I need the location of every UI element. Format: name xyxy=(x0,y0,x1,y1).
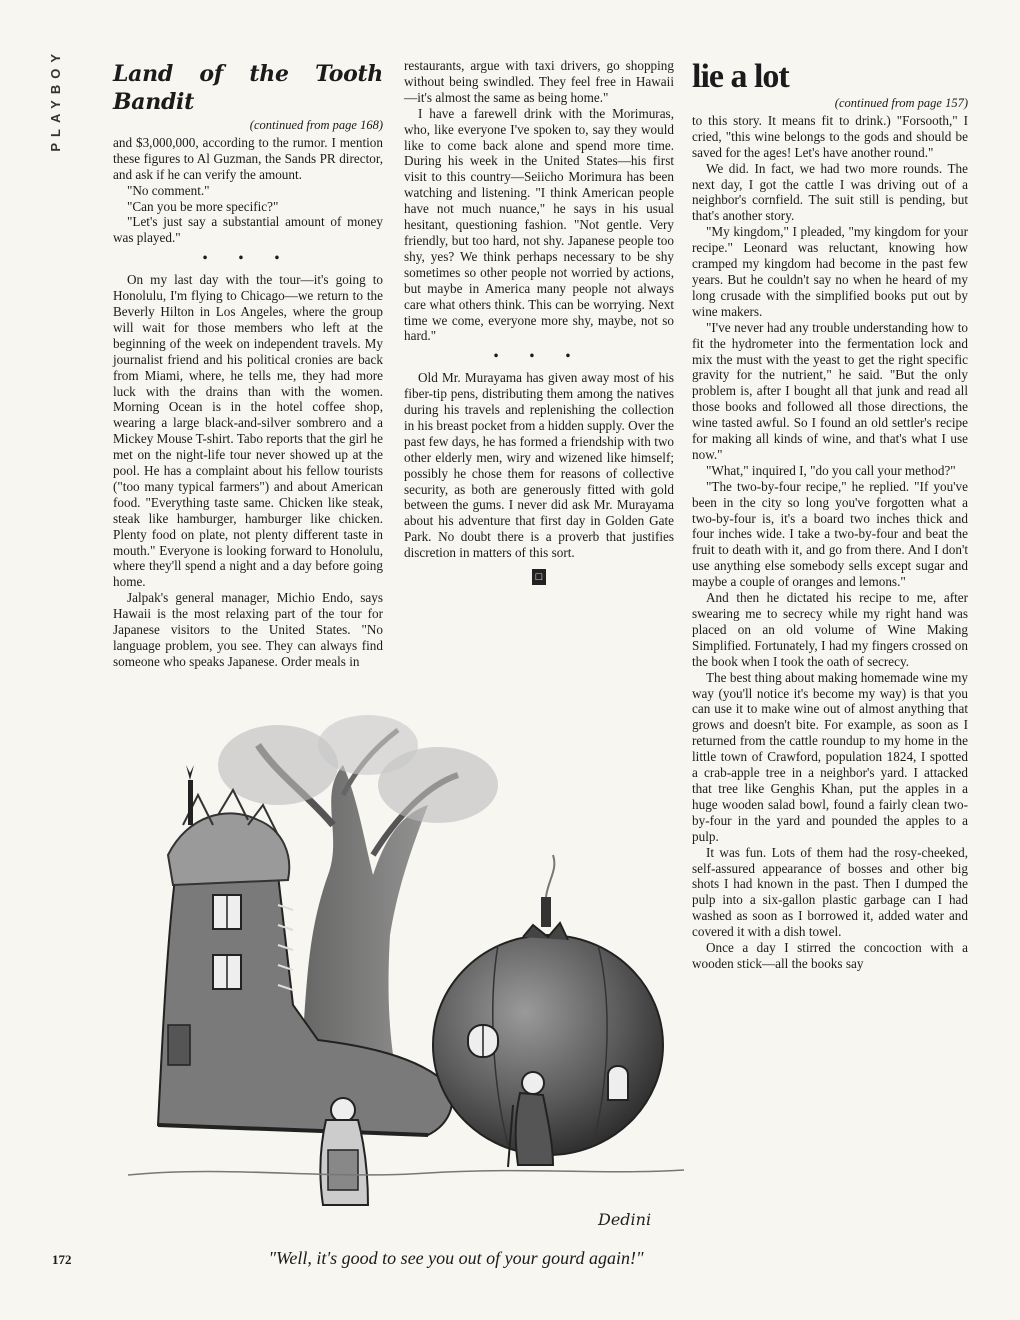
cartoon-signature: Dedini xyxy=(598,1210,652,1229)
paragraph: It was fun. Lots of them had the rosy-cheeked, self-assured appearance of bosses and other big shots I had known in the past. Then I dumped the pulp into a six-gallon plastic garbage can I had washed as soon as I borrowed it, added water and covered it with a dish towel. xyxy=(692,844,968,940)
continued-note-1: (continued from page 168) xyxy=(249,118,383,132)
section-separator: • • • xyxy=(493,348,585,364)
article-title-lie-a-lot: lie a lot xyxy=(692,58,789,95)
cartoon-caption: "Well, it's good to see you out of your gourd again!" xyxy=(268,1248,644,1268)
paragraph: We did. In fact, we had two more rounds. The next day, I got the cattle I was driving out of a neighbor's cornfield. The suit still is pending, but that's another story. xyxy=(692,160,968,224)
end-mark-bunny-icon: □ xyxy=(532,569,546,585)
paragraph: On my last day with the tour—it's going to Honolulu, I'm flying to Chicago—we return to the Beverly Hilton in Los Angeles, where the group will wait for those members who left at the beginning of the week on independent travels. My journalist friend and his political cronies are back from Miami, where, he tells me, they had more luck with the drains than with the women. Morning Ocean is in the hotel coffee shop, wearing a large black-and-silver sombrero and a Mickey Mouse T-shirt. Tabo reports that the girl he met on the night-life tour never showed up at the pool. He has a complaint about his fellow tourists ("too many typical farmers") and about American food. "Everything taste same. Chicken like steak, steak like hamburger, hamburger like chicken. Plenty food on plate, not plenty different taste in mouth." Everyone is looking forward to Honolulu, where they'll spend a night and a day before going home. xyxy=(113,272,383,590)
section-separator: • • • xyxy=(202,250,294,266)
paragraph: to this story. It means fit to drink.) "Forsooth," I cried, "this wine belongs to the gods and should be saved for the ages! Let's have another round." xyxy=(692,112,968,160)
paragraph: "No comment." xyxy=(127,182,210,198)
column-1 xyxy=(113,60,383,670)
column-3 xyxy=(692,58,968,972)
paragraph: Old Mr. Murayama has given away most of his fiber-tip pens, distributing them among the natives during his travels and replenishing the collection in his breast pocket from a hidden supply. Over the past few days, he has formed a friendship with two other elderly men, wiry and wizened like himself; possibly he chose them for reasons of collective security, as both are generously fitted with gold between the gums. I never did ask Mr. Murayama about his adventure that first day in Golden Gate Park. No doubt there is a proverb that justifies discretion in matters of this sort. xyxy=(404,370,674,561)
paragraph: "I've never had any trouble understanding how to fit the hydrometer into the fermentation lock and mix the must with the yeast to get the right specific gravity for the nutrient," he said. "But the only problem is, after I bought all that junk and read all those books and followed all those directions, the wine tasted awful. So I found an old settler's recipe for making all kinds of wine, and that's what I use now." xyxy=(692,319,968,462)
paragraph: "My kingdom," I pleaded, "my kingdom for your recipe." Leonard was reluctant, knowing how cramped my kingdom had become in the past few years. But he couldn't say no when he heard of my long crusade with the simplified books put out by wine makers. xyxy=(692,224,968,319)
paragraph: "Can you be more specific?" xyxy=(127,198,279,214)
paragraph: restaurants, argue with taxi drivers, go shopping without being swindled. They feel free in Hawaii—it's almost the same as being home." xyxy=(404,58,674,105)
paragraph: "The two-by-four recipe," he replied. "If you've been in the city so long you've forgotten what a two-by-four is, it's a board two inches thick and four inches wide. I take a two-by-four and beat the fruit to death with it, and go from there. And I don't use anything else somebody sells except sugar and maybe a couple of oranges and lemons." xyxy=(692,478,968,590)
paragraph: The best thing about making homemade wine my way (you'll notice it's become my way) is that you can use it to make wine out of almost anything that grows and doesn't bite. For example, as soon as I returned from the cattle roundup to my home in the little town of Crawford, population 1824, I spotted a crab-apple tree in a neighbor's yard. I attacked that tree like Genghis Khan, put the apples in a huge wooden salad bowl, found a fairly clean two-by-four in the yard and pounded the apples to a pulp. xyxy=(692,669,968,844)
paragraph: "What," inquired I, "do you call your method?" xyxy=(706,462,956,478)
paragraph: Once a day I stirred the concoction with a wooden stick—all the books say xyxy=(692,940,968,971)
paragraph: "Let's just say a substantial amount of money was played." xyxy=(113,214,383,246)
cartoon-illustration xyxy=(128,705,684,1235)
paragraph: And then he dictated his recipe to me, after swearing me to secrecy while my right hand was placed on an old volume of Wine Making Simplified. Fortunately, I had my fingers crossed on the book when I took the oath of secrecy. xyxy=(692,590,968,669)
masthead: PLAYBOY xyxy=(48,48,63,152)
article-title-tooth-bandit: Land of the Tooth Bandit xyxy=(113,61,383,115)
page-number: 172 xyxy=(52,1252,72,1267)
continued-note-2: (continued from page 157) xyxy=(834,96,968,110)
paragraph: and $3,000,000, according to the rumor. I mention these figures to Al Guzman, the Sands PR director, and ask if he can verify the amount. xyxy=(113,134,383,182)
column-2 xyxy=(404,58,674,585)
paragraph: I have a farewell drink with the Morimuras, who, like everyone I've spoken to, say they would like to come back alone and spend more time. During his week in the United States—his first visit to this country—Seiicho Morimura has been watching and listening. "I think American people have not much nuance," he says in his usual hesitant, questioning fashion. "Not gentle. Very friendly, but too hard, not shy. Japanese people too shy, yes? We think perhaps necessary to be shy sometimes so other people not worried by actions, but maybe in America many people not always care what others think. This can be worrying. Next time we come, everyone more shy, maybe, not so hard." xyxy=(404,105,674,344)
paragraph: Jalpak's general manager, Michio Endo, says Hawaii is the most relaxing part of the tour for Japanese visitors to the United States. "No language problem, you see. They can always find someone who speaks Japanese. Order meals in xyxy=(113,590,383,669)
